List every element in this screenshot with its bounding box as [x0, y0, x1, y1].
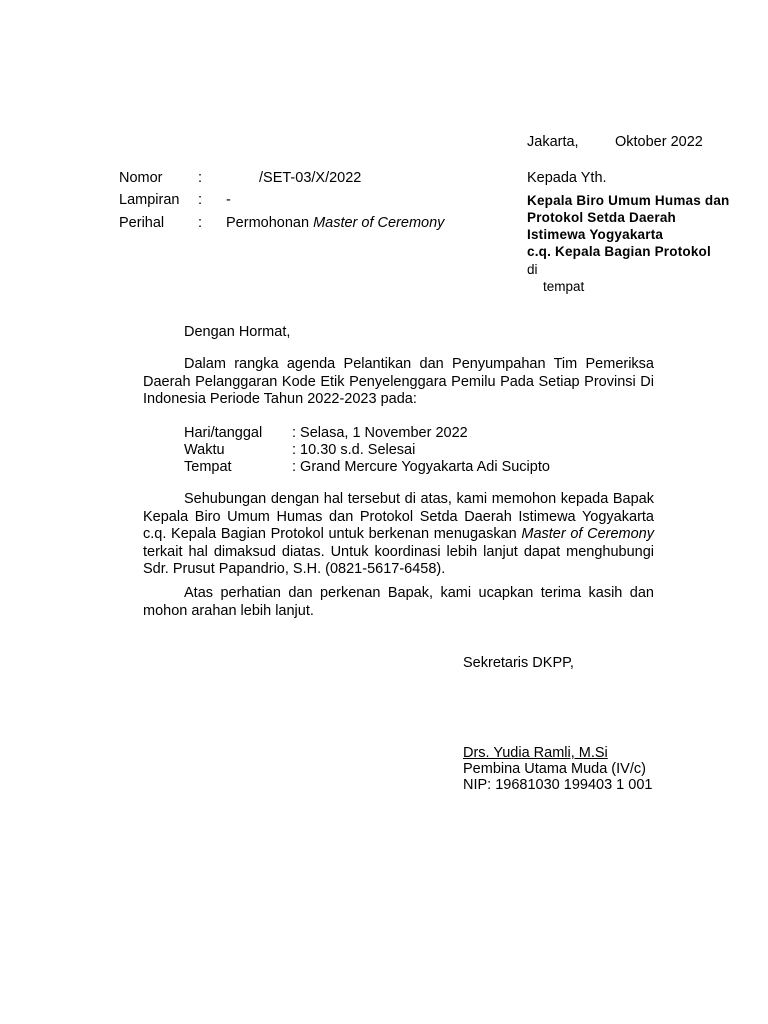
perihal-colon: :: [198, 215, 203, 231]
nomor-label: Nomor: [119, 170, 163, 186]
detail-label-place: Tempat: [184, 459, 232, 475]
salutation: Dengan Hormat,: [184, 324, 291, 340]
perihal-label: Perihal: [119, 215, 165, 231]
lampiran-label: Lampiran: [119, 192, 180, 208]
recipient-line-3: Istimewa Yogyakarta: [527, 227, 664, 242]
recipient-line-1: Kepala Biro Umum Humas dan: [527, 193, 730, 208]
recipient-line-2: Protokol Setda Daerah: [527, 210, 676, 225]
detail-value-day: : Selasa, 1 November 2022: [292, 425, 468, 441]
nomor-colon: :: [198, 170, 203, 186]
paragraph-2: Sehubungan dengan hal tersebut di atas, kami memohon kepada Bapak Kepala Biro Umum Humas dan Protokol Setda Daerah Istimewa Yogyakarta c.q. Kepala Bagian Protokol untuk berkenan menugaskan Master of Ceremony terkait hal dimaksud diatas. Untuk koordinasi lebih lanjut dapat menghubungi Sdr. Prusut Papandrio, S.H. (0821-5617-6458).: [143, 491, 654, 577]
lampiran-colon: :: [198, 192, 203, 208]
perihal-value: Permohonan Master of Ceremony: [226, 215, 445, 231]
recipient-line-6: tempat: [543, 279, 585, 294]
recipient-line-4: c.q. Kepala Bagian Protokol: [527, 244, 711, 259]
paragraph-3: Atas perhatian dan perkenan Bapak, kami ucapkan terima kasih dan mohon arahan lebih lanjut.: [143, 585, 654, 619]
detail-label-time: Waktu: [184, 442, 225, 458]
lampiran-value: -: [226, 192, 231, 208]
recipient-greeting: Kepada Yth.: [527, 170, 607, 186]
detail-value-time: : 10.30 s.d. Selesai: [292, 442, 416, 458]
letter-place: Jakarta,: [527, 134, 579, 150]
signature-nip: NIP: 19681030 199403 1 001: [463, 777, 653, 793]
signature-rank: Pembina Utama Muda (IV/c): [463, 761, 646, 777]
paragraph-1: Dalam rangka agenda Pelantikan dan Penyumpahan Tim Pemeriksa Daerah Pelanggaran Kode Etik Penyelenggara Pemilu Pada Setiap Provinsi Di Indonesia Periode Tahun 2022-2023 pada:: [143, 356, 654, 407]
signature-title: Sekretaris DKPP,: [463, 655, 574, 671]
detail-value-place: : Grand Mercure Yogyakarta Adi Sucipto: [292, 459, 550, 475]
nomor-value: /SET-03/X/2022: [259, 170, 362, 186]
letter-date: Oktober 2022: [615, 134, 703, 150]
detail-label-day: Hari/tanggal: [184, 425, 263, 441]
recipient-line-5: di: [527, 262, 538, 277]
signature-name: Drs. Yudia Ramli, M.Si: [463, 745, 608, 761]
